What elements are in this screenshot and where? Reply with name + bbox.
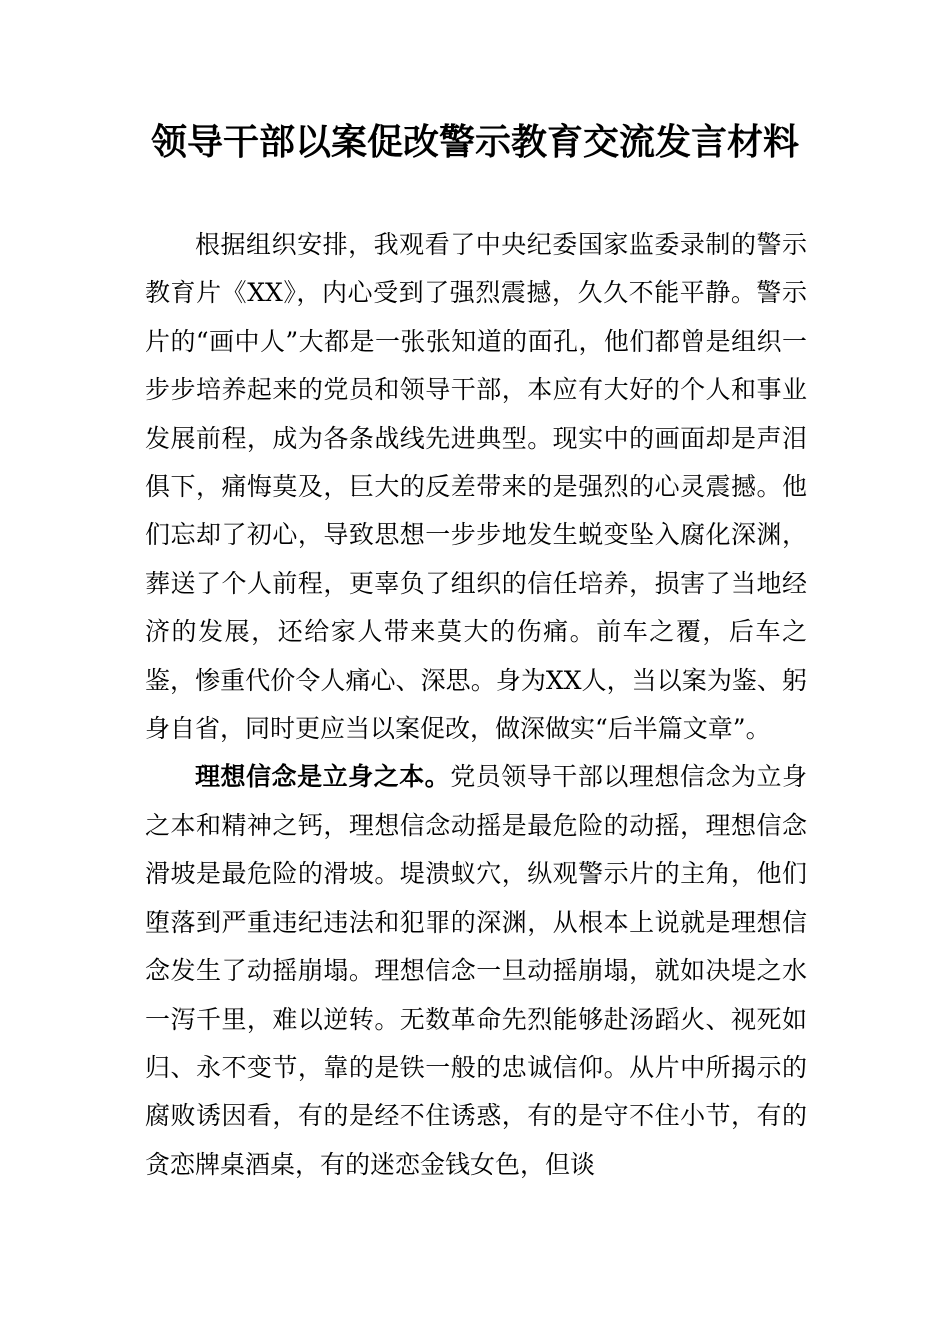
paragraph-ideals xyxy=(145,753,807,1189)
paragraph-intro-text: 根据组织安排，我观看了中央纪委国家监委录制的警示教育片《XX》，内心受到了强烈震撼，久久不能平静。警示片的“画中人”大都是一张张知道的面孔，他们都曾是组织一步步培养起来的党员和领导干部，本应有大好的个人和事业发展前程，成为各条战线先进典型。现实中的画面却是声泪俱下，痛悔莫及，巨大的反差带来的是强烈的心灵震撼。他们忘却了初心，导致思想一步步地发生蜕变坠入腐化深渊，葬送了个人前程，更辜负了组织的信任培养，损害了当地经济的发展，还给家人带来莫大的伤痛。前车之覆，后车之鉴，惨重代价令人痛心、深思。身为XX人，当以案为鉴、躬身自省，同时更应当以案促改，做深做实“后半篇文章”。 xyxy=(145,230,807,744)
paragraph-ideals-heading: 理想信念是立身之本。 xyxy=(195,762,451,792)
paragraph-ideals-text: 党员领导干部以理想信念为立身之本和精神之钙，理想信念动摇是最危险的动摇，理想信念滑坡是最危险的滑坡。堤溃蚁穴，纵观警示片的主角，他们堕落到严重违纪违法和犯罪的深渊，从根本上说就是理想信念发生了动摇崩塌。理想信念一旦动摇崩塌，就如决堤之水一泻千里，难以逆转。无数革命先烈能够赴汤蹈火、视死如归、永不变节，靠的是铁一般的忠诚信仰。从片中所揭示的腐败诱因看，有的是经不住诱惑，有的是守不住小节，有的贪恋牌桌酒桌，有的迷恋金钱女色，但谈 xyxy=(145,762,807,1179)
document-title: 领导干部以案促改警示教育交流发言材料 xyxy=(150,121,799,163)
paragraph-intro xyxy=(145,221,807,753)
document-body xyxy=(145,221,807,1189)
